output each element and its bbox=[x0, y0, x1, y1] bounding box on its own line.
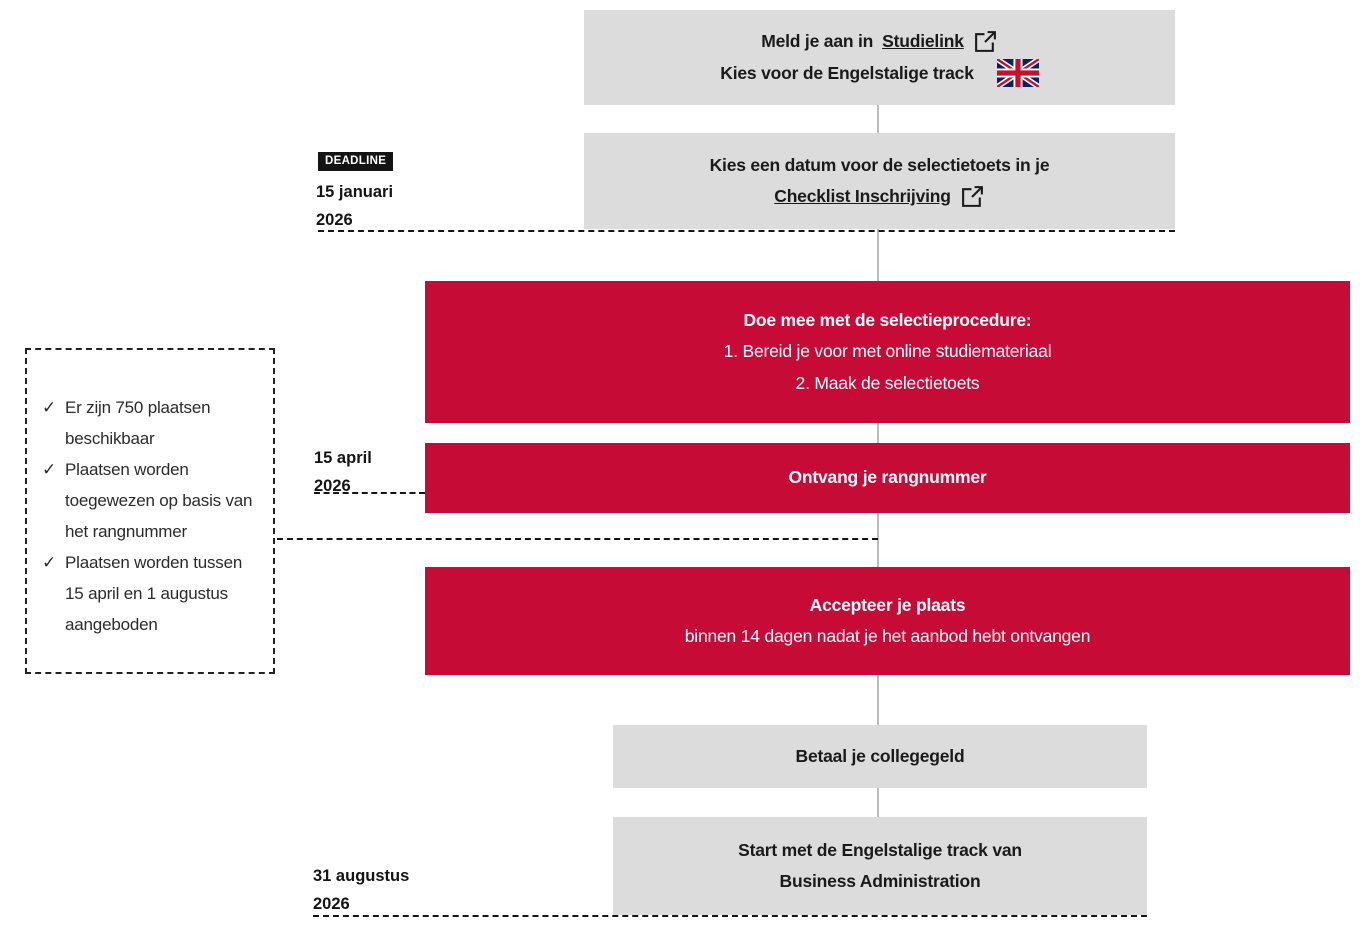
date-april-year: 2026 bbox=[314, 477, 351, 495]
start-line1: Start met de Engelstalige track van bbox=[738, 839, 1022, 860]
deadline-badge: DEADLINE bbox=[318, 152, 393, 171]
dashed-line-august bbox=[313, 915, 1147, 917]
accept-title: Accepteer je plaats bbox=[809, 594, 966, 615]
dashed-line-january bbox=[318, 230, 1175, 232]
date-january-day: 15 januari bbox=[316, 183, 394, 201]
step-signup-box bbox=[584, 10, 1175, 105]
pay-title: Betaal je collegegeld bbox=[795, 745, 965, 766]
check-icon: ✓ bbox=[42, 553, 57, 572]
note-item bbox=[42, 454, 261, 547]
signup-line1-text: Meld je aan in bbox=[761, 31, 874, 51]
date-january-year: 2026 bbox=[316, 211, 353, 229]
step-accept-box bbox=[425, 567, 1350, 675]
note-text: Plaatsen worden tussen 15 april en 1 augustus aangeboden bbox=[65, 553, 243, 634]
start-line2: Business Administration bbox=[779, 871, 981, 891]
step-start-box bbox=[613, 817, 1147, 915]
note-text: Er zijn 750 plaatsen beschikbaar bbox=[65, 398, 211, 448]
date-august bbox=[313, 862, 409, 918]
date-april-day: 15 april bbox=[314, 449, 372, 467]
note-item bbox=[42, 392, 261, 454]
external-link-icon[interactable] bbox=[973, 29, 998, 54]
step-pay-box bbox=[613, 725, 1147, 788]
note-text: Plaatsen worden toegewezen op basis van het rangnummer bbox=[65, 460, 253, 541]
choose-date-line1: Kies een datum voor de selectietoets in je bbox=[709, 154, 1050, 175]
step-choose-date-box bbox=[584, 133, 1175, 229]
studielink-link[interactable]: Studielink bbox=[882, 31, 964, 51]
note-item bbox=[42, 547, 261, 640]
selection-title: Doe mee met de selectieprocedure: bbox=[743, 309, 1032, 330]
dashed-line-notes-connector bbox=[277, 538, 878, 540]
notes-box bbox=[25, 348, 275, 674]
date-august-year: 2026 bbox=[313, 895, 350, 913]
checklist-inschrijving-link[interactable]: Checklist Inschrijving bbox=[774, 186, 951, 206]
date-january bbox=[316, 178, 393, 234]
uk-flag-icon bbox=[997, 59, 1039, 87]
selection-item-2: 2. Maak de selectietoets bbox=[795, 372, 980, 393]
step-selection-box bbox=[425, 281, 1350, 423]
date-august-day: 31 augustus bbox=[313, 867, 410, 885]
check-icon: ✓ bbox=[42, 398, 57, 417]
rank-title: Ontvang je rangnummer bbox=[788, 467, 987, 488]
check-icon: ✓ bbox=[42, 460, 57, 479]
accept-subtitle: binnen 14 dagen nadat je het aanbod hebt ontvangen bbox=[684, 626, 1091, 646]
step-rank-box bbox=[425, 443, 1350, 513]
selection-item-1: 1. Bereid je voor met online studiemateriaal bbox=[723, 341, 1052, 362]
signup-line2-text: Kies voor de Engelstalige track bbox=[720, 62, 974, 83]
external-link-icon[interactable] bbox=[960, 184, 985, 209]
dashed-line-april bbox=[314, 492, 425, 494]
